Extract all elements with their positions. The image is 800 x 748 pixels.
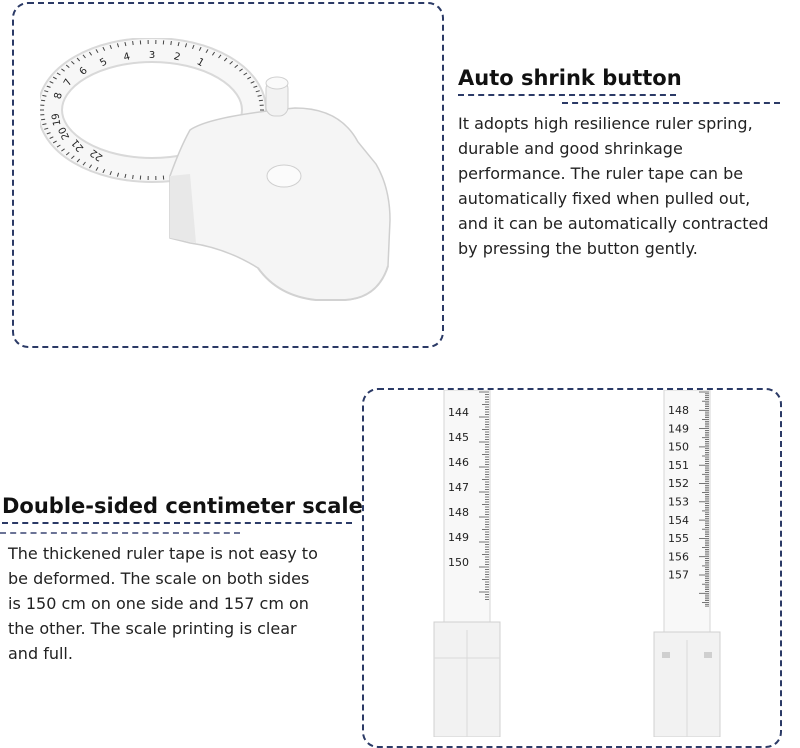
title-underline xyxy=(2,522,352,524)
description-line: and full. xyxy=(8,641,358,666)
scale-number: 146 xyxy=(448,456,469,469)
tape-number: 1 xyxy=(195,56,206,69)
tape-tick xyxy=(41,100,45,101)
description-line: be deformed. The scale on both sides xyxy=(8,566,358,591)
tape-tick xyxy=(133,41,134,45)
scale-number: 144 xyxy=(448,406,469,419)
tape-number: 6 xyxy=(78,65,90,77)
tape-number: 3 xyxy=(149,50,155,61)
tape-number: 7 xyxy=(62,77,75,88)
tape-tick xyxy=(41,119,45,120)
scale-number: 148 xyxy=(448,506,469,519)
scale-number: 149 xyxy=(668,422,689,435)
scale-number: 153 xyxy=(668,496,689,509)
description-line: durable and good shrinkage xyxy=(458,136,800,161)
scale-number: 147 xyxy=(448,481,469,494)
tape-number: 21 xyxy=(70,137,87,154)
scale-number: 149 xyxy=(448,531,469,544)
scale-number: 154 xyxy=(668,514,689,527)
tape-number: 2 xyxy=(173,51,182,63)
description-line: by pressing the button gently. xyxy=(458,236,800,261)
description-line: performance. The ruler tape can be xyxy=(458,161,800,186)
title-underline xyxy=(562,102,780,104)
tape-number: 22 xyxy=(88,147,105,163)
title-underline xyxy=(458,94,676,96)
auto-shrink-title: Auto shrink button xyxy=(458,66,682,90)
tape-number: 5 xyxy=(98,56,109,69)
scale-number: 155 xyxy=(668,532,689,545)
description-line: automatically fixed when pulled out, xyxy=(458,186,800,211)
scale-number: 148 xyxy=(668,404,689,417)
auto-shrink-description xyxy=(458,111,800,261)
scale-strips-image xyxy=(364,390,780,737)
description-line: and it can be automatically contracted xyxy=(458,211,800,236)
title-underline xyxy=(0,532,240,534)
scale-title: Double-sided centimeter scale xyxy=(2,494,363,518)
scale-number: 150 xyxy=(668,441,689,454)
description-line: It adopts high resilience ruler spring, xyxy=(458,111,800,136)
tape-number: 20 xyxy=(57,125,72,141)
tape-number: 19 xyxy=(50,112,63,126)
scale-number: 145 xyxy=(448,431,469,444)
scale-description xyxy=(8,541,358,666)
description-line: the other. The scale printing is clear xyxy=(8,616,358,641)
scale-number: 156 xyxy=(668,550,689,563)
description-line: The thickened ruler tape is not easy to xyxy=(8,541,358,566)
tape-tick xyxy=(133,175,134,179)
scale-number: 151 xyxy=(668,459,689,472)
tape-number: 8 xyxy=(53,91,65,100)
tape-tick xyxy=(259,100,263,101)
tape-tick xyxy=(171,41,172,45)
description-line: is 150 cm on one side and 157 cm on xyxy=(8,591,358,616)
tape-measure-image xyxy=(40,38,430,318)
scale-number: 152 xyxy=(668,477,689,490)
scale-number: 157 xyxy=(668,569,689,582)
scale-number: 150 xyxy=(448,556,469,569)
tape-number: 4 xyxy=(122,51,131,63)
